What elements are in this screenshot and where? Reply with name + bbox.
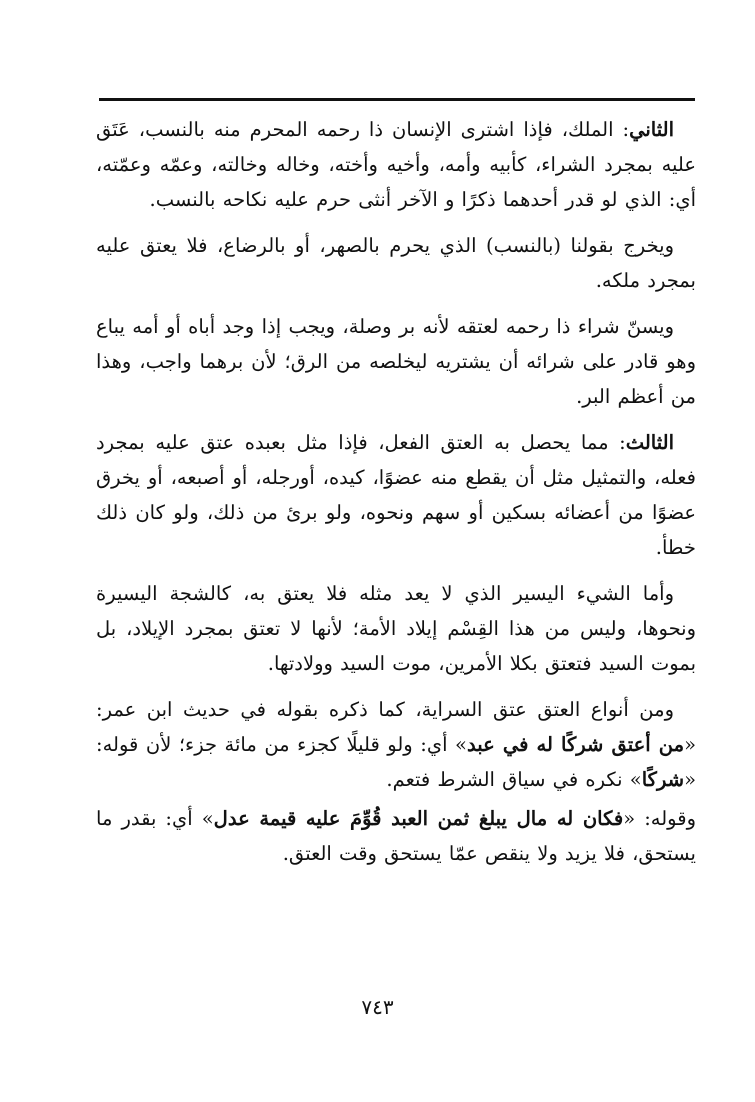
- paragraph-text: : مما يحصل به العتق الفعل، فإذا مثل بعبده عتق عليه بمجرد فعله، والتمثيل مثل أن يقطع منه عضوًا، كيده، أورجله، أو أصبعه، أو يخرق عضوًا من أعضائه بسكين أو سهم ونحوه، ولو برئ من ذلك، ولو كان ذلك خطأ.: [96, 431, 696, 559]
- paragraph-text: » نكره في سياق الشرط فتعم.: [386, 768, 642, 791]
- hadith-quote: شركًا: [641, 768, 685, 791]
- paragraph-4: [96, 425, 696, 565]
- page-number: ٧٤٣: [361, 995, 394, 1019]
- paragraph-text: وقوله: «: [623, 807, 696, 830]
- paragraph-text: » أي: ولو قليلًا كجزء من مائة جزء؛ لأن قوله: «: [96, 733, 696, 791]
- hadith-quote: من أعتق شركًا له في عبد: [466, 733, 685, 756]
- paragraph-lead: الثاني: [629, 118, 674, 141]
- paragraph-text: وأما الشيء اليسير الذي لا يعد مثله فلا يعتق به، كالشجة اليسيرة ونحوها، وليس من هذا القِسْم إيلاد الأمة؛ لأنها لا تعتق بمجرد الإيلاد، بل بموت السيد فتعتق بكلا الأمرين، موت السيد وولادتها.: [96, 582, 696, 675]
- paragraph-3: [96, 309, 696, 414]
- paragraph-text: » أي: بقدر ما يستحق، فلا يزيد ولا ينقص عمّا يستحق وقت العتق.: [96, 807, 696, 865]
- paragraph-6: [96, 692, 696, 797]
- paragraph-7: [96, 801, 696, 871]
- paragraph-text: ويخرج بقولنا (بالنسب) الذي يحرم بالصهر، أو بالرضاع، فلا يعتق عليه بمجرد ملكه.: [96, 234, 696, 292]
- paragraph-text: : الملك، فإذا اشترى الإنسان ذا رحمه المحرم منه بالنسب، عَتَق عليه بمجرد الشراء، كأبيه وأمه، وأخيه وأخته، وخاله وخالته، وعمّه وعمّته، أي: الذي لو قدر أحدهما ذكرًا و الآخر أنثى حرم عليه نكاحه بالنسب.: [96, 118, 696, 211]
- paragraph-1: [96, 112, 696, 217]
- paragraph-lead: الثالث: [625, 431, 674, 454]
- paragraph-2: [96, 228, 696, 298]
- paragraph-5: [96, 576, 696, 681]
- hadith-quote: فكان له مال يبلغ ثمن العبد قُوِّمَ عليه قيمة عدل: [213, 807, 624, 830]
- paragraph-text: ومن أنواع العتق عتق السراية، كما ذكره بقوله في حديث ابن عمر: «: [96, 698, 696, 756]
- header-rule: [99, 98, 695, 101]
- paragraph-text: ويسنّ شراء ذا رحمه لعتقه لأنه بر وصلة، ويجب إذا وجد أباه أو أمه يباع وهو قادر على شرائه أن يشتريه ليخلصه من الرق؛ لأن برهما واجب، وهذا من أعظم البر.: [96, 315, 696, 408]
- page-body: [96, 112, 696, 882]
